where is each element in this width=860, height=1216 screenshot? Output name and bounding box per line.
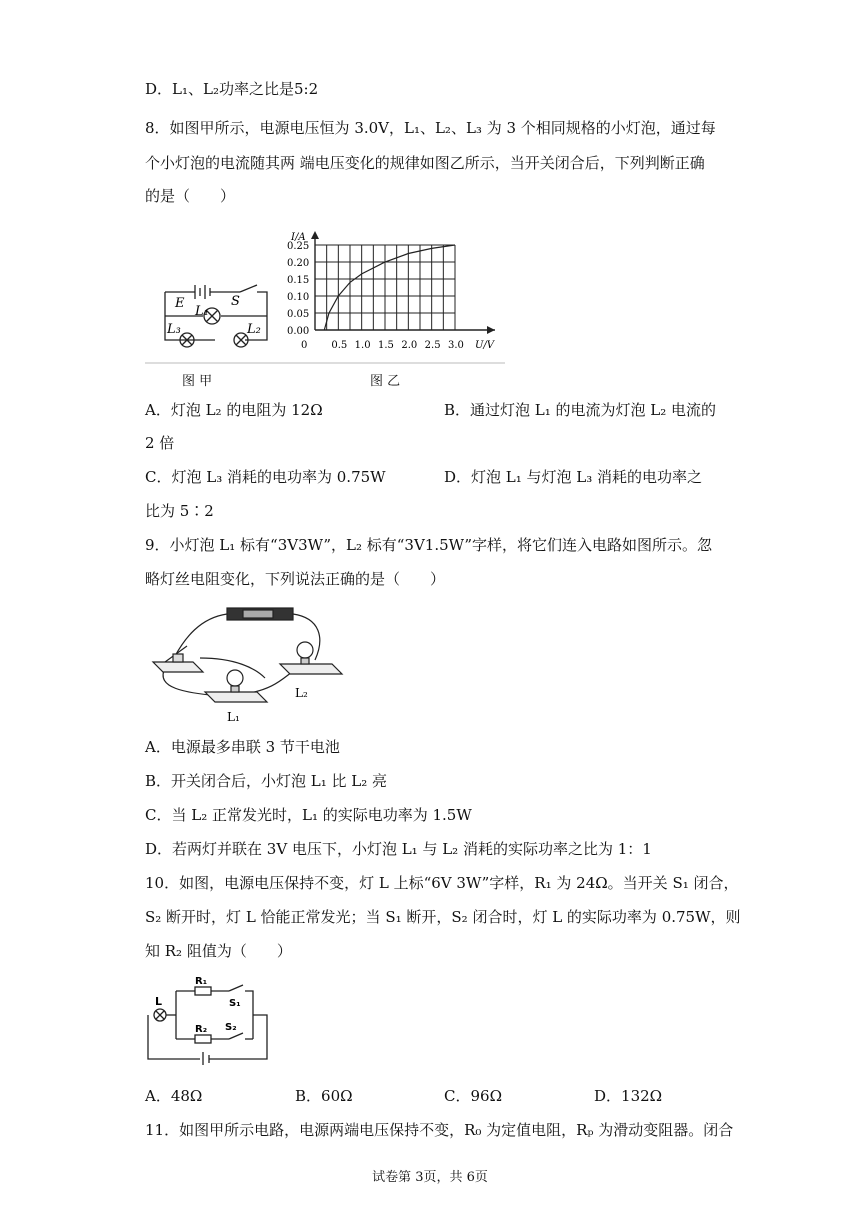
x-tick-label: 1.5 [378,340,394,351]
q9-stem-line-1: 9．小灯泡 L₁ 标有“3V3W”，L₂ 标有“3V1.5W”字样，将它们连入电路如图所示。忽 [145,536,713,554]
figure-b-caption: 图 乙 [370,374,401,389]
x-axis-arrow [487,326,495,334]
lamp-l2-label: L₂ [247,322,261,337]
q9-physical-circuit-figure [145,598,365,728]
q9-stem-line-2: 略灯丝电阻变化，下列说法正确的是（ ） [145,570,446,588]
q10-option-b: B．60Ω [295,1087,353,1105]
q10-option-c: C．96Ω [444,1087,503,1105]
q9-option-c: C．当 L₂ 正常发光时，L₁ 的实际电功率为 1.5W [145,806,472,824]
y-axis-arrow [311,231,319,239]
x-tick-label: 1.0 [354,340,371,351]
y-tick-label: 0.05 [287,309,310,320]
q8-option-c: C．灯泡 L₃ 消耗的电功率为 0.75W [145,468,386,486]
q11-stem-line-1: 11．如图甲所示电路，电源两端电压保持不变，R₀ 为定值电阻，Rₚ 为滑动变阻器。闭合 [145,1121,734,1139]
x-tick-label: 0.5 [331,340,348,351]
q7-option-d: D．L₁、L₂功率之比是5:2 [145,80,319,98]
y-tick-label: 0.20 [287,258,310,269]
y-tick-label: 0.15 [287,275,310,286]
lamp-l3-label: L₃ [167,322,181,337]
lamp-l1-label: L₁ [195,304,209,319]
q9-option-b: B．开关闭合后，小灯泡 L₁ 比 L₂ 亮 [145,772,388,790]
q8-stem-line-2: 个小灯泡的电流随其两 端电压变化的规律如图乙所示，当开关闭合后，下列判断正确 [145,154,705,172]
page-footer: 试卷第 3页，共 6页 [372,1170,488,1185]
q8-iu-chart [282,215,502,363]
q8-option-b-line-2: 2 倍 [145,434,175,452]
q10-stem-line-2: S₂ 断开时，灯 L 恰能正常发光；当 S₁ 断开，S₂ 闭合时，灯 L 的实际功率为 0.75W，则 [145,908,741,926]
switch-label: S [231,294,240,309]
l2-label: L₂ [295,686,308,700]
q8-option-d-line-2: 比为 5∶2 [145,502,214,520]
q10-circuit-figure [145,975,275,1065]
q9-option-a: A．电源最多串联 3 节干电池 [145,738,340,756]
x-tick-label: 3.0 [448,340,464,351]
q10-option-a: A．48Ω [145,1087,203,1105]
y-tick-label: 0.10 [287,292,310,303]
r1-label: R₁ [195,976,208,987]
q10-stem-line-3: 知 R₂ 阻值为（ ） [145,942,292,960]
figure-a-caption: 图 甲 [182,374,213,389]
x-tick-label: 0 [301,340,308,351]
s2-label: S₂ [225,1022,237,1033]
q8-stem-line-3: 的是（ ） [145,187,236,205]
r2-label: R₂ [195,1024,208,1035]
battery-label: E [175,296,185,311]
y-tick-label: 0.25 [287,241,310,252]
q8-stem-line-1: 8．如图甲所示，电源电压恒为 3.0V，L₁、L₂、L₃ 为 3 个相同规格的小灯泡，通过每 [145,119,716,137]
s1-label: S₁ [229,998,241,1009]
l1-label: L₁ [227,710,240,724]
q10-stem-line-1: 10．如图，电源电压保持不变，灯 L 上标“6V 3W”字样，R₁ 为 24Ω。当开关 S₁ 闭合， [145,874,739,892]
q8-option-a: A．灯泡 L₂ 的电阻为 12Ω [145,401,323,419]
q10-option-d: D．132Ω [594,1087,663,1105]
q8-option-b-line-1: B．通过灯泡 L₁ 的电流为灯泡 L₂ 电流的 [444,401,717,419]
q8-option-d-line-1: D．灯泡 L₁ 与灯泡 L₃ 消耗的电功率之 [444,468,703,486]
x-axis-label: U/V [475,340,495,351]
y-tick-label: 0.00 [287,326,310,337]
x-tick-label: 2.0 [401,340,418,351]
x-tick-label: 2.5 [424,340,441,351]
q9-option-d: D．若两灯并联在 3V 电压下，小灯泡 L₁ 与 L₂ 消耗的实际功率之比为 1：1 [145,840,652,858]
iu-curve [324,245,455,330]
y-axis-label: I/A [291,232,306,243]
lamp-l-label: L [155,995,163,1008]
